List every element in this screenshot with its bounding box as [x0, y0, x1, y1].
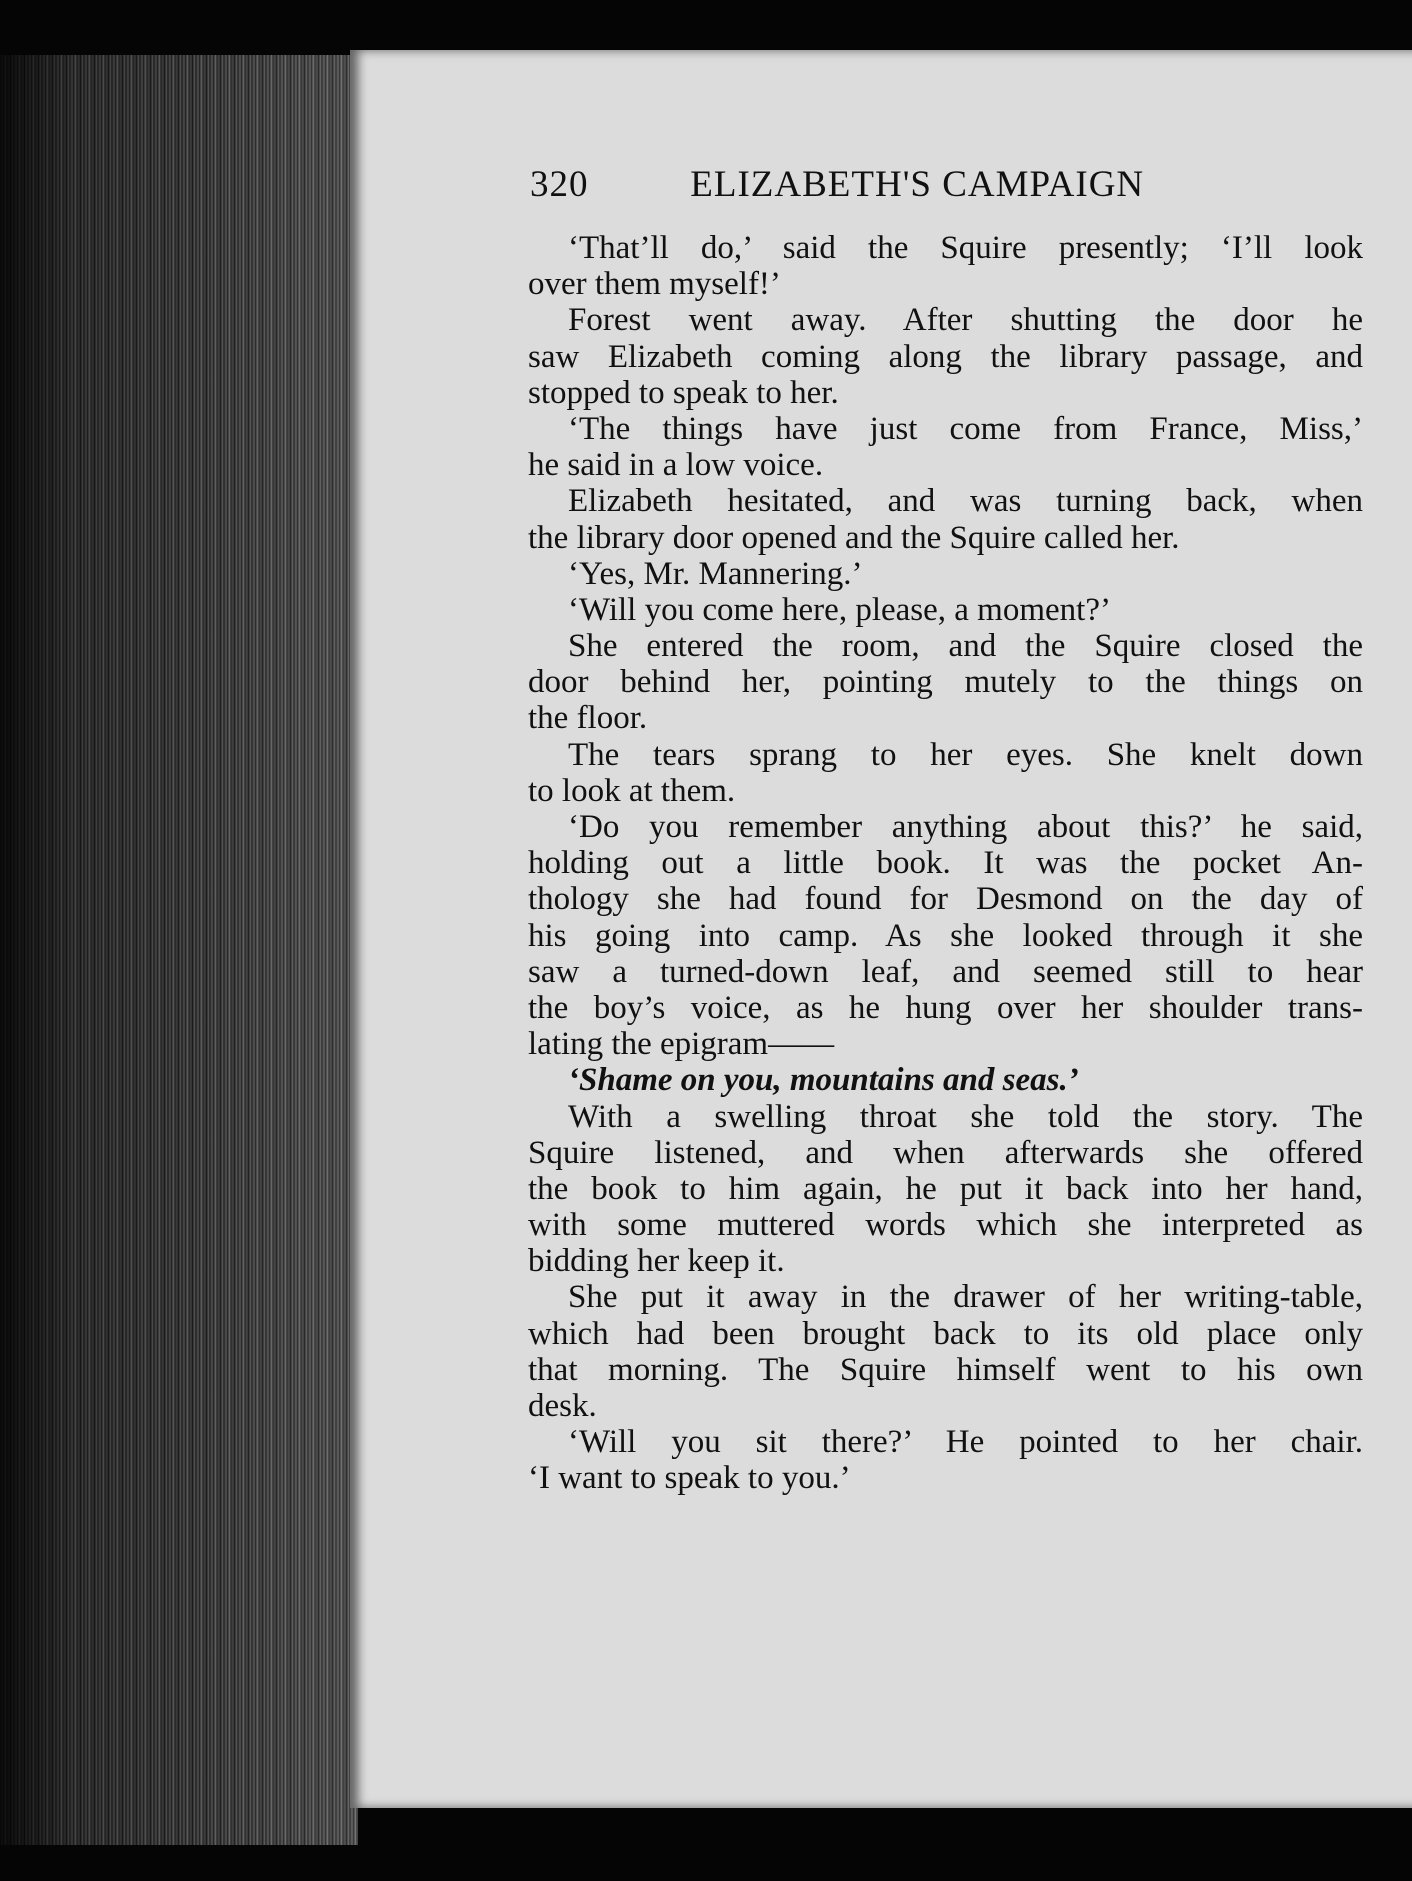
text-line: ‘Do you remember anything about this?’ he said, [568, 809, 1363, 845]
page-number: 320 [530, 164, 589, 205]
text-line: door behind her, pointing mutely to the things on [528, 664, 1363, 701]
text-line: that morning. The Squire himself went to his own [528, 1351, 1363, 1388]
text-line: the book to him again, he put it back into her hand, [528, 1170, 1363, 1207]
text-line: ‘The things have just come from France, Miss,’ [568, 410, 1363, 447]
text-line: ‘Shame on you, mountains and seas.’ [568, 1062, 1079, 1099]
text-line: With a swelling throat she told the story. The [568, 1098, 1363, 1135]
page-header [530, 163, 1230, 213]
text-line: holding out a little book. It was the pocket An- [528, 845, 1363, 882]
text-line: thology she had found for Desmond on the day of [528, 881, 1363, 918]
text-line: the boy’s voice, as he hung over her shoulder trans- [528, 989, 1363, 1026]
text-line: bidding her keep it. [528, 1243, 785, 1280]
text-line: ‘That’ll do,’ said the Squire presently; ‘I’ll look [568, 230, 1363, 266]
text-line: the floor. [528, 700, 648, 737]
running-head: ELIZABETH'S CAMPAIGN [690, 164, 1145, 205]
text-line: the library door opened and the Squire called her. [528, 519, 1180, 556]
text-line: stopped to speak to her. [528, 374, 839, 411]
text-line: Elizabeth hesitated, and was turning back, when [568, 483, 1363, 520]
text-line: She entered the room, and the Squire closed the [568, 628, 1363, 665]
text-line: he said in a low voice. [528, 447, 824, 484]
body-text [528, 230, 1363, 1497]
text-line: his going into camp. As she looked through it she [528, 917, 1363, 954]
text-line: desk. [528, 1388, 597, 1424]
text-line: Forest went away. After shutting the door he [568, 302, 1363, 339]
text-line: to look at them. [528, 772, 736, 809]
text-line: over them myself!’ [528, 266, 781, 303]
text-line: ‘I want to speak to you.’ [528, 1460, 851, 1497]
text-line: which had been brought back to its old place only [528, 1315, 1363, 1352]
text-line: lating the epigram—— [528, 1026, 835, 1063]
text-line: The tears sprang to her eyes. She knelt down [568, 736, 1363, 773]
text-line: She put it away in the drawer of her writing-table, [568, 1279, 1363, 1316]
text-line: ‘Will you sit there?’ He pointed to her chair. [568, 1424, 1363, 1461]
text-line: with some muttered words which she interpreted as [528, 1207, 1363, 1244]
text-line: Squire listened, and when afterwards she offered [528, 1134, 1363, 1171]
text-line: saw a turned-down leaf, and seemed still to hear [528, 953, 1363, 990]
text-line: ‘Yes, Mr. Mannering.’ [568, 555, 863, 592]
page-edges-stack [0, 55, 358, 1845]
text-line: ‘Will you come here, please, a moment?’ [568, 591, 1111, 628]
text-line: saw Elizabeth coming along the library passage, and [528, 338, 1363, 375]
